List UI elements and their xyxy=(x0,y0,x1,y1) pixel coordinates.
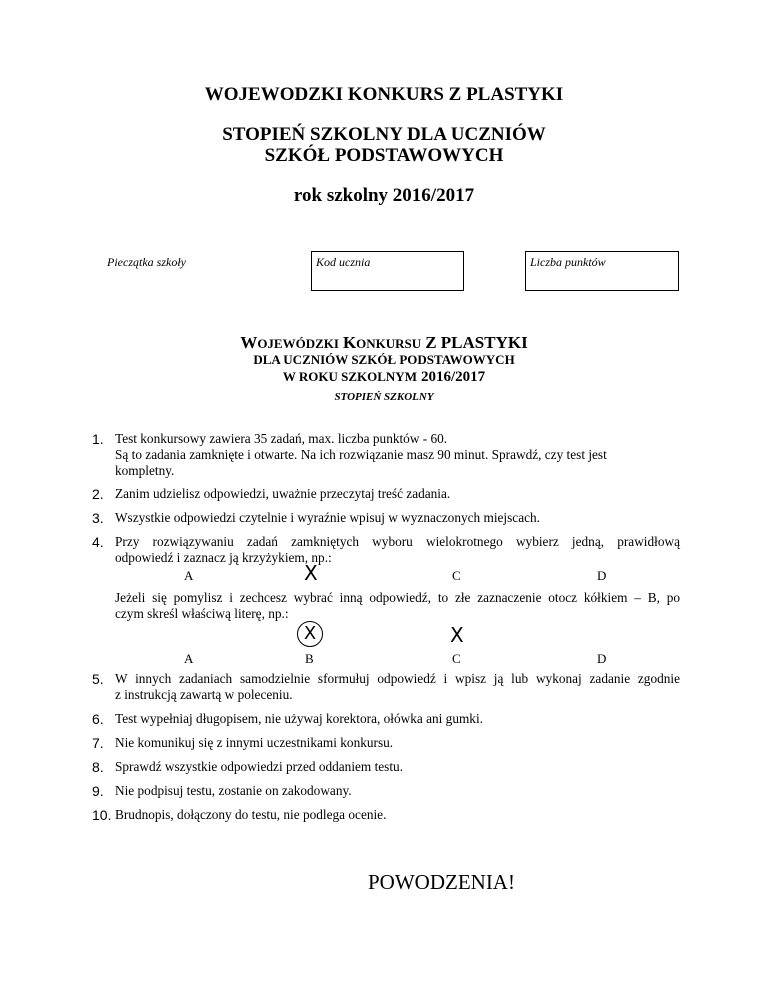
instruction-number: 2. xyxy=(92,486,104,502)
section-title: WOJEWÓDZKI KONKURSU Z PLASTYKI xyxy=(240,333,528,352)
student-code-label: Kod ucznia xyxy=(316,255,371,269)
instruction-number: 4. xyxy=(92,534,104,550)
instruction-text: kompletny. xyxy=(115,463,175,478)
subtitle-line-2: SZKÓŁ PODSTAWOWYCH xyxy=(264,145,504,166)
instruction-text: Sprawdź wszystkie odpowiedzi przed oddaniem testu. xyxy=(115,759,404,774)
example1-option-d: D xyxy=(597,568,607,583)
example2-circled-mark: X xyxy=(297,621,323,647)
instruction-text: Nie komunikuj się z innymi uczestnikami konkursu. xyxy=(115,735,394,750)
instruction-number: 6. xyxy=(92,711,104,727)
points-label: Liczba punktów xyxy=(530,255,606,269)
instruction-text: W innych zadaniach samodzielnie sformułuj odpowiedź i wpisz ją lub wykonaj zadanie zgodnie xyxy=(115,671,680,686)
instruction-text: z instrukcją zawartą w poleceniu. xyxy=(115,687,293,702)
instruction-text: Test konkursowy zawiera 35 zadań, max. liczba punktów - 60. xyxy=(115,431,448,446)
section-subtitle: DLA UCZNIÓW SZKÓŁ PODSTAWOWYCH xyxy=(253,352,515,367)
instruction-number: 7. xyxy=(92,735,104,751)
example1-cross-mark: X xyxy=(304,561,318,585)
instruction-text: Są to zadania zamknięte i otwarte. Na ich rozwiązanie masz 90 minut. Sprawdź, czy test jest xyxy=(115,447,607,462)
school-year: rok szkolny 2016/2017 xyxy=(293,185,475,206)
section-level: STOPIEŃ SZKOLNY xyxy=(334,391,434,403)
instruction-number: 10. xyxy=(92,807,112,823)
example2-option-b: B xyxy=(305,651,314,666)
example1-option-c: C xyxy=(452,568,461,583)
example1-option-a: A xyxy=(184,568,194,583)
instruction-number: 8. xyxy=(92,759,104,775)
good-luck-text: POWODZENIA! xyxy=(368,870,515,894)
example2-option-c: C xyxy=(452,651,461,666)
instruction-number: 3. xyxy=(92,510,104,526)
subtitle-line-1: STOPIEŃ SZKOLNY DLA UCZNIÓW xyxy=(222,124,546,145)
instruction-text: Nie podpisuj testu, zostanie on zakodowany. xyxy=(115,783,352,798)
example2-cross-mark: X xyxy=(450,623,464,647)
note-text: Jeżeli się pomylisz i zechcesz wybrać inną odpowiedź, to złe zaznaczenie otocz kółkiem – B, po xyxy=(115,590,680,605)
instruction-number: 5. xyxy=(92,671,104,687)
note-text: czym skreśl właściwą literę, np.: xyxy=(115,606,289,621)
example2-option-a: A xyxy=(184,651,194,666)
instruction-text: Wszystkie odpowiedzi czytelnie i wyraźnie wpisuj w wyznaczonych miejscach. xyxy=(115,510,540,525)
points-box[interactable] xyxy=(525,251,679,291)
instruction-text: Zanim udzielisz odpowiedzi, uważnie przeczytaj treść zadania. xyxy=(115,486,451,501)
section-year-line: W ROKU SZKOLNYM 2016/2017 xyxy=(282,369,486,385)
example2-option-d: D xyxy=(597,651,607,666)
page-title: WOJEWODZKI KONKURS Z PLASTYKI xyxy=(204,84,564,105)
school-stamp-label: Pieczątka szkoły xyxy=(107,255,186,269)
instruction-text: Przy rozwiązywaniu zadań zamkniętych wyboru wielokrotnego wybierz jedną, prawidłową xyxy=(115,534,680,549)
instruction-text: Test wypełniaj długopisem, nie używaj korektora, ołówka ani gumki. xyxy=(115,711,483,726)
instruction-text: odpowiedź i zaznacz ją krzyżykiem, np.: xyxy=(115,550,332,565)
instruction-number: 9. xyxy=(92,783,104,799)
instruction-text: Brudnopis, dołączony do testu, nie podlega ocenie. xyxy=(115,807,387,822)
student-code-box[interactable] xyxy=(311,251,464,291)
instruction-number: 1. xyxy=(92,431,104,447)
